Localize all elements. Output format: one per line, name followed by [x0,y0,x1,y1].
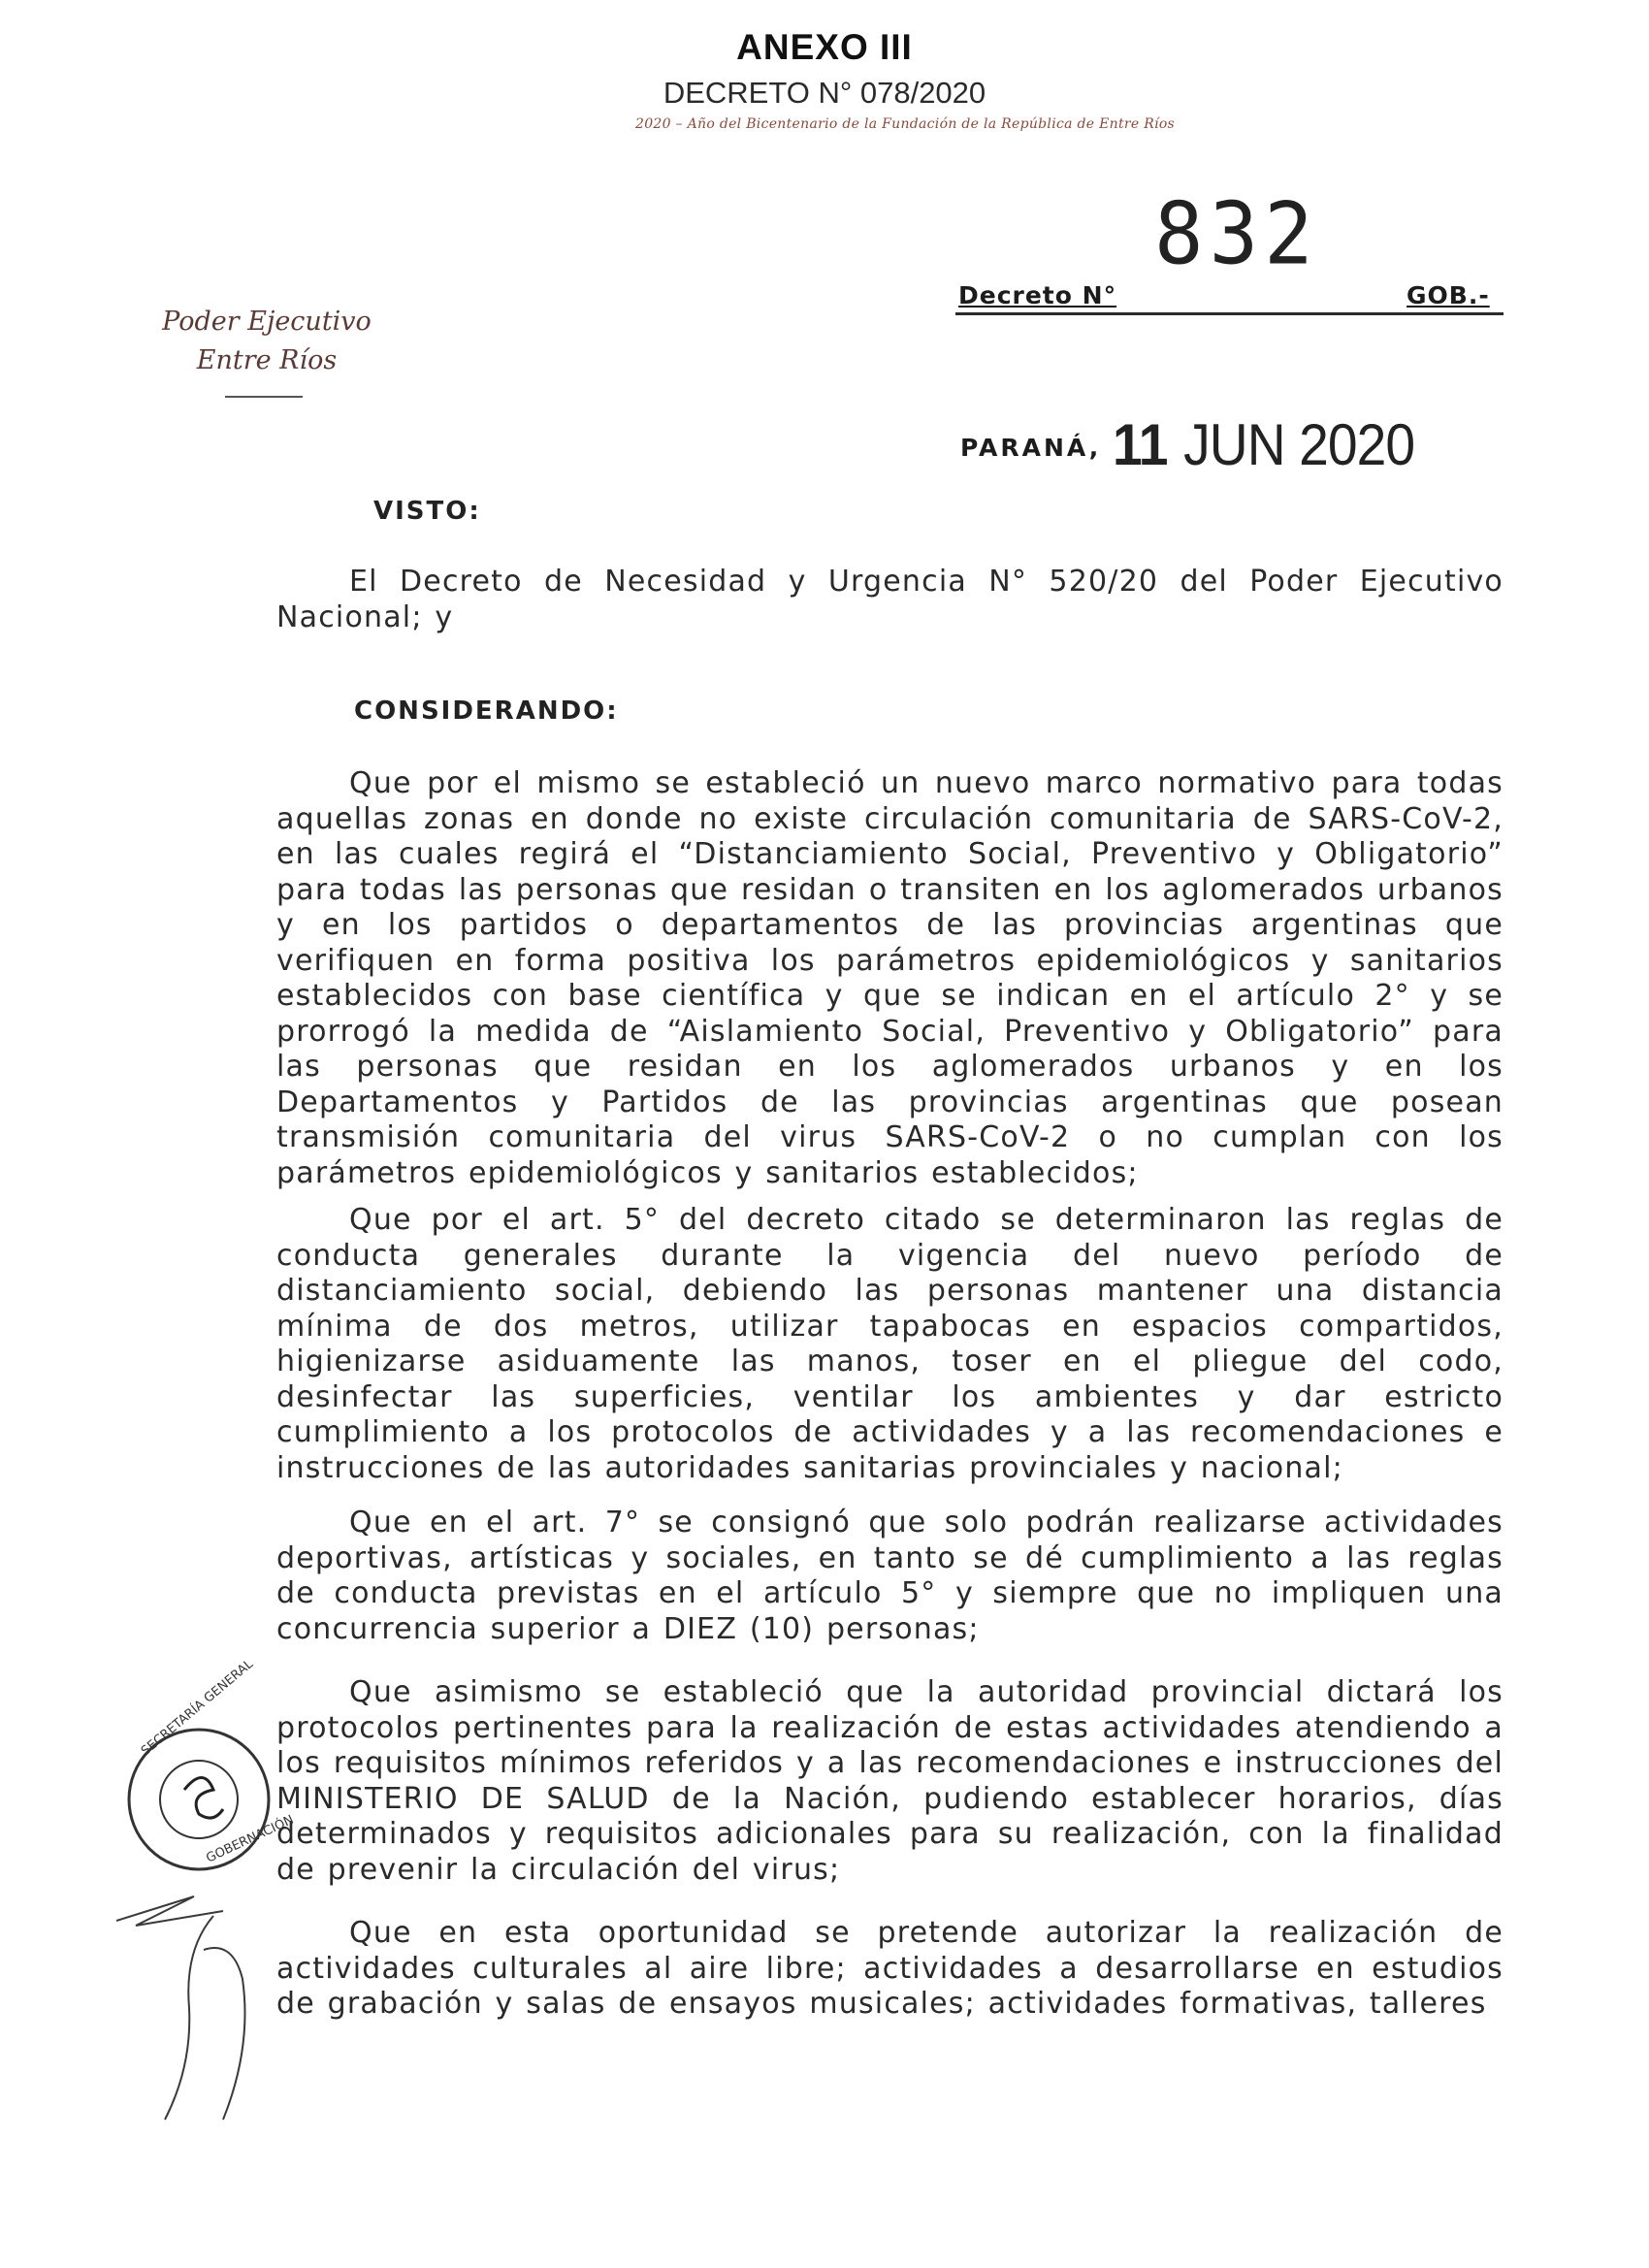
issuer-line-2: Entre Ríos [196,345,338,375]
considerando-heading: CONSIDERANDO: [354,697,619,726]
signature-icon [107,1892,340,2124]
considerando-paragraph-3: Que en el art. 7° se consignó que solo podrán realizarse actividades deportivas, artísticas y sociales, en tanto se dé cumplimiento a las reglas de conducta previstas en el artículo 5° y siempre que no impliquen una concurrencia superior a DIEZ (10) personas; [276,1506,1504,1646]
date-day: 11 [1113,412,1168,477]
date-month-year: JUN 2020 [1183,412,1415,477]
issuer-line-1: Poder Ejecutivo [162,307,372,337]
date-stamp [1113,411,1414,478]
decree-reference: DECRETO N° 078/2020 [663,76,986,110]
office-seal-icon [116,1657,297,1882]
issuer-block [136,303,398,380]
svg-text:GOBERNACIÓN: GOBERNACIÓN [204,1812,297,1866]
annex-title: ANEXO III [736,27,913,67]
visto-heading: VISTO: [373,497,481,526]
decree-suffix: GOB.- [1406,281,1490,309]
considerando-paragraph-2: Que por el art. 5° del decreto citado se determinaron las reglas de conducta generales durante la vigencia del nuevo período de distanciamiento social, debiendo las personas mantener una distancia mínima de dos metros, utilizar tapabocas en espacios compartidos, higienizarse asiduamente las manos, toser en el pliegue del codo, desinfectar las superficies, ventilar los ambientes y dar estricto cumplimiento a los protocolos de actividades y a las recomendaciones e instrucciones de las autoridades sanitarias provinciales y nacional; [276,1203,1504,1485]
issuer-rule [225,396,303,398]
svg-text:SECRETARÍA GENERAL: SECRETARÍA GENERAL [138,1657,256,1760]
considerando-paragraph-4: Que asimismo se estableció que la autoridad provincial dictará los protocolos pertinentes para la realización de estas actividades atendiendo a los requisitos mínimos referidos y a las recomendaciones e instrucciones del MINISTERIO DE SALUD de la Nación, pudiendo establecer horarios, días determinados y requisitos adicionales para su realización, con la finalidad de prevenir la circulación del virus; [276,1675,1504,1887]
visto-text: El Decreto de Necesidad y Urgencia N° 520/20 del Poder Ejecutivo Nacional; y [276,565,1504,634]
year-motto: 2020 – Año del Bicentenario de la Fundación de la República de Entre Ríos [635,116,1176,132]
decree-number: 832 [1154,183,1319,284]
considerando-paragraph-1: Que por el mismo se estableció un nuevo marco normativo para todas aquellas zonas en donde no existe circulación comunitaria de SARS-CoV-2, en las cuales regirá el “Distanciamiento Social, Preventivo y Obligatorio” para todas las personas que residan o transiten en los aglomerados urbanos y en los partidos o departamentos de las provincias argentinas que verifiquen en forma positiva los parámetros epidemiológicos y sanitarios establecidos con base científica y que se indican en el artículo 2° y se prorrogó la medida de “Aislamiento Social, Preventivo y Obligatorio” para las personas que residan en los aglomerados urbanos y en los Departamentos y Partidos de las provincias argentinas que posean transmisión comunitaria del virus SARS-CoV-2 o no cumplan con los parámetros epidemiológicos y sanitarios establecidos; [276,766,1504,1190]
decree-label: Decreto N° [958,281,1117,309]
place-label: PARANÁ, [960,434,1102,462]
considerando-paragraph-5: Que en esta oportunidad se pretende autorizar la realización de actividades culturales al aire libre; actividades a desarrollarse en estudios de grabación y salas de ensayos musicales; actividades formativas, talleres [276,1916,1504,2021]
